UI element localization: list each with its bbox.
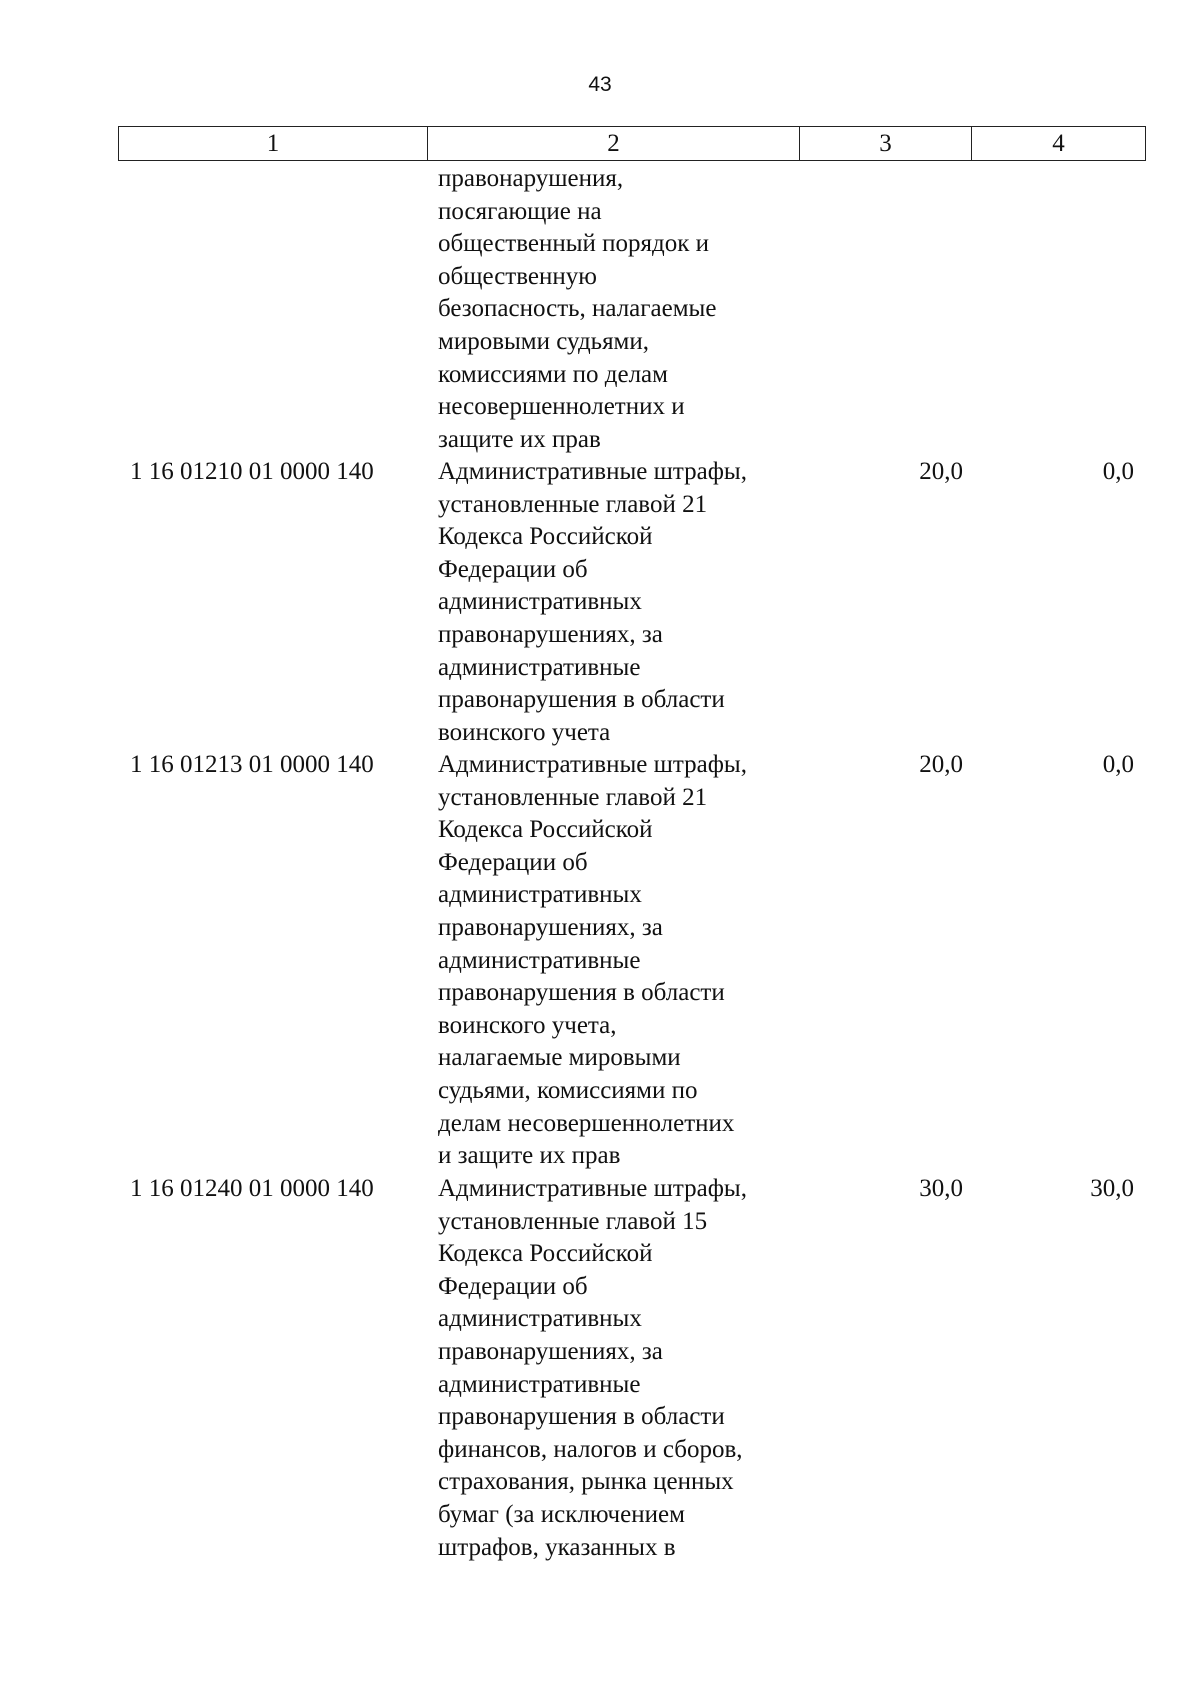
row-description: Административные штрафы, установленные главой 15 Кодекса Российской Федерации об административных правонарушениях, за административные правонарушения в области финансов, налогов и сборов, страхования, рынка ценных бумаг (за исключением штрафов, указанных в [438,1175,747,1561]
table-header [118,126,1146,161]
header-row [119,127,1146,161]
row-value-col4: 0,0 [1102,751,1134,778]
page-number: 43 [588,73,612,96]
continuation-description: правонарушения, посягающие на общественный порядок и общественную безопасность, налагаемые мировыми судьями, комиссиями по делам несовершеннолетних и защите их прав [438,165,717,453]
header-cell-2: 2 [428,127,800,161]
row-value-col4: 0,0 [1102,458,1134,485]
row-code: 1 16 01210 01 0000 140 [130,458,374,485]
row-code: 1 16 01213 01 0000 140 [130,751,374,778]
row-description: Административные штрафы, установленные главой 21 Кодекса Российской Федерации об административных правонарушениях, за административные правонарушения в области воинского учета [438,458,747,746]
header-cell-4: 4 [972,127,1146,161]
header-cell-3: 3 [800,127,972,161]
row-value-col4: 30,0 [1090,1175,1134,1202]
row-description: Административные штрафы, установленные главой 21 Кодекса Российской Федерации об административных правонарушениях, за административные правонарушения в области воинского учета, налагаемые мировыми судьями, комиссиями по делам несовершеннолетних и защите их прав [438,751,747,1170]
row-value-col3: 20,0 [919,458,963,485]
header-cell-1: 1 [119,127,428,161]
row-value-col3: 30,0 [919,1175,963,1202]
row-code: 1 16 01240 01 0000 140 [130,1175,374,1202]
row-value-col3: 20,0 [919,751,963,778]
